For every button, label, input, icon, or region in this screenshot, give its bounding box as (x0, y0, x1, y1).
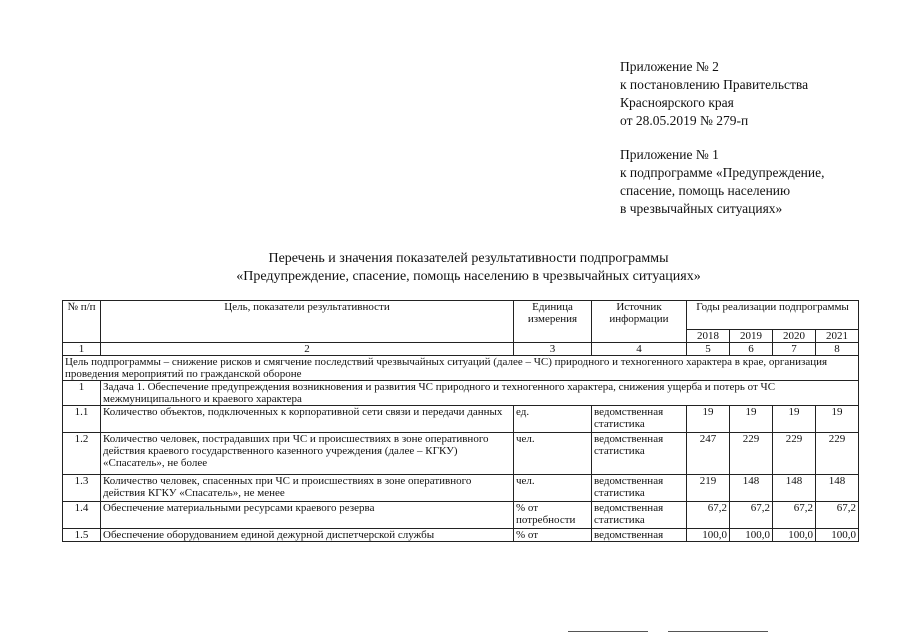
document-title (0, 250, 905, 286)
approval-block-decree (620, 58, 808, 130)
row-source: ведомственная статистика (592, 475, 687, 502)
row-source: ведомственная статистика (592, 406, 687, 433)
row-unit: % от потребности (514, 502, 592, 529)
column-number: 7 (773, 343, 816, 356)
row-value: 19 (687, 406, 730, 433)
row-source: ведомственная статистика (592, 433, 687, 475)
row-value: 100,0 (816, 529, 859, 542)
table-row (63, 529, 859, 542)
row-value: 229 (730, 433, 773, 475)
approval-line: Приложение № 2 (620, 59, 719, 74)
row-value: 229 (816, 433, 859, 475)
header-goal: Цель, показатели результативности (101, 301, 514, 343)
approval-line: Красноярского края (620, 95, 734, 110)
header-year: 2020 (773, 330, 816, 343)
row-unit: чел. (514, 475, 592, 502)
row-value: 19 (816, 406, 859, 433)
table-row (63, 433, 859, 475)
row-value: 67,2 (773, 502, 816, 529)
column-number: 8 (816, 343, 859, 356)
row-num: 1.1 (63, 406, 101, 433)
header-unit: Единица измерения (514, 301, 592, 343)
table-row (63, 502, 859, 529)
row-value: 67,2 (730, 502, 773, 529)
row-unit: чел. (514, 433, 592, 475)
row-name: Обеспечение оборудованием единой дежурной диспетчерской службы (101, 529, 514, 542)
row-source: ведомственная (592, 529, 687, 542)
header-year: 2018 (687, 330, 730, 343)
column-number: 6 (730, 343, 773, 356)
approval-block-subprogram (620, 146, 825, 218)
header-years-group: Годы реализации подпрограммы (687, 301, 859, 330)
scan-edge-mark (568, 631, 648, 632)
task-num: 1 (63, 381, 101, 406)
row-num: 1.4 (63, 502, 101, 529)
title-line-1: Перечень и значения показателей результативности подпрограммы (268, 251, 669, 266)
task-text: Задача 1. Обеспечение предупреждения возникновения и развития ЧС природного и техногенного характера, снижения ущерба и потерь от ЧС межмуниципального и краевого характера (101, 381, 859, 406)
row-num: 1.5 (63, 529, 101, 542)
goal-text: Цель подпрограммы – снижение рисков и смягчение последствий чрезвычайных ситуаций (далее – ЧС) природного и техногенного характера в крае, организация проведения мероприятий по гражданской обороне (63, 356, 859, 381)
row-value: 19 (773, 406, 816, 433)
goal-row (63, 356, 859, 381)
column-numbers-row (63, 343, 859, 356)
row-value: 219 (687, 475, 730, 502)
column-number: 1 (63, 343, 101, 356)
column-number: 4 (592, 343, 687, 356)
column-number: 5 (687, 343, 730, 356)
approval-line: Приложение № 1 (620, 147, 719, 162)
row-name: Обеспечение материальными ресурсами краевого резерва (101, 502, 514, 529)
row-value: 148 (730, 475, 773, 502)
table-header-row (63, 301, 859, 330)
row-value: 67,2 (816, 502, 859, 529)
header-num: № п/п (63, 301, 101, 343)
column-number: 3 (514, 343, 592, 356)
row-value: 148 (816, 475, 859, 502)
row-value: 100,0 (687, 529, 730, 542)
row-unit: ед. (514, 406, 592, 433)
approval-line: к постановлению Правительства (620, 77, 809, 92)
row-unit: % от (514, 529, 592, 542)
table-row (63, 406, 859, 433)
row-num: 1.2 (63, 433, 101, 475)
row-name: Количество человек, спасенных при ЧС и происшествиях в зоне оперативного действия КГКУ «Спасатель», не менее (101, 475, 514, 502)
row-value: 148 (773, 475, 816, 502)
row-value: 67,2 (687, 502, 730, 529)
approval-line: от 28.05.2019 № 279-п (620, 113, 749, 128)
task-row (63, 381, 859, 406)
indicators-table (62, 300, 859, 542)
title-line-2: «Предупреждение, спасение, помощь населению в чрезвычайных ситуациях» (236, 269, 701, 284)
row-value: 247 (687, 433, 730, 475)
header-source: Источник информации (592, 301, 687, 343)
row-value: 19 (730, 406, 773, 433)
header-year: 2021 (816, 330, 859, 343)
row-source: ведомственная статистика (592, 502, 687, 529)
approval-line: в чрезвычайных ситуациях» (620, 201, 783, 216)
row-num: 1.3 (63, 475, 101, 502)
row-name: Количество объектов, подключенных к корпоративной сети связи и передачи данных (101, 406, 514, 433)
approval-line: спасение, помощь населению (620, 183, 791, 198)
scan-edge-mark (668, 631, 768, 632)
row-value: 100,0 (730, 529, 773, 542)
row-value: 229 (773, 433, 816, 475)
table-row (63, 475, 859, 502)
approval-line: к подпрограмме «Предупреждение, (620, 165, 825, 180)
column-number: 2 (101, 343, 514, 356)
row-name: Количество человек, пострадавших при ЧС и происшествиях в зоне оперативного действия краевого государственного казенного учреждения (далее – КГКУ) «Спасатель», не более (101, 433, 514, 475)
header-year: 2019 (730, 330, 773, 343)
row-value: 100,0 (773, 529, 816, 542)
